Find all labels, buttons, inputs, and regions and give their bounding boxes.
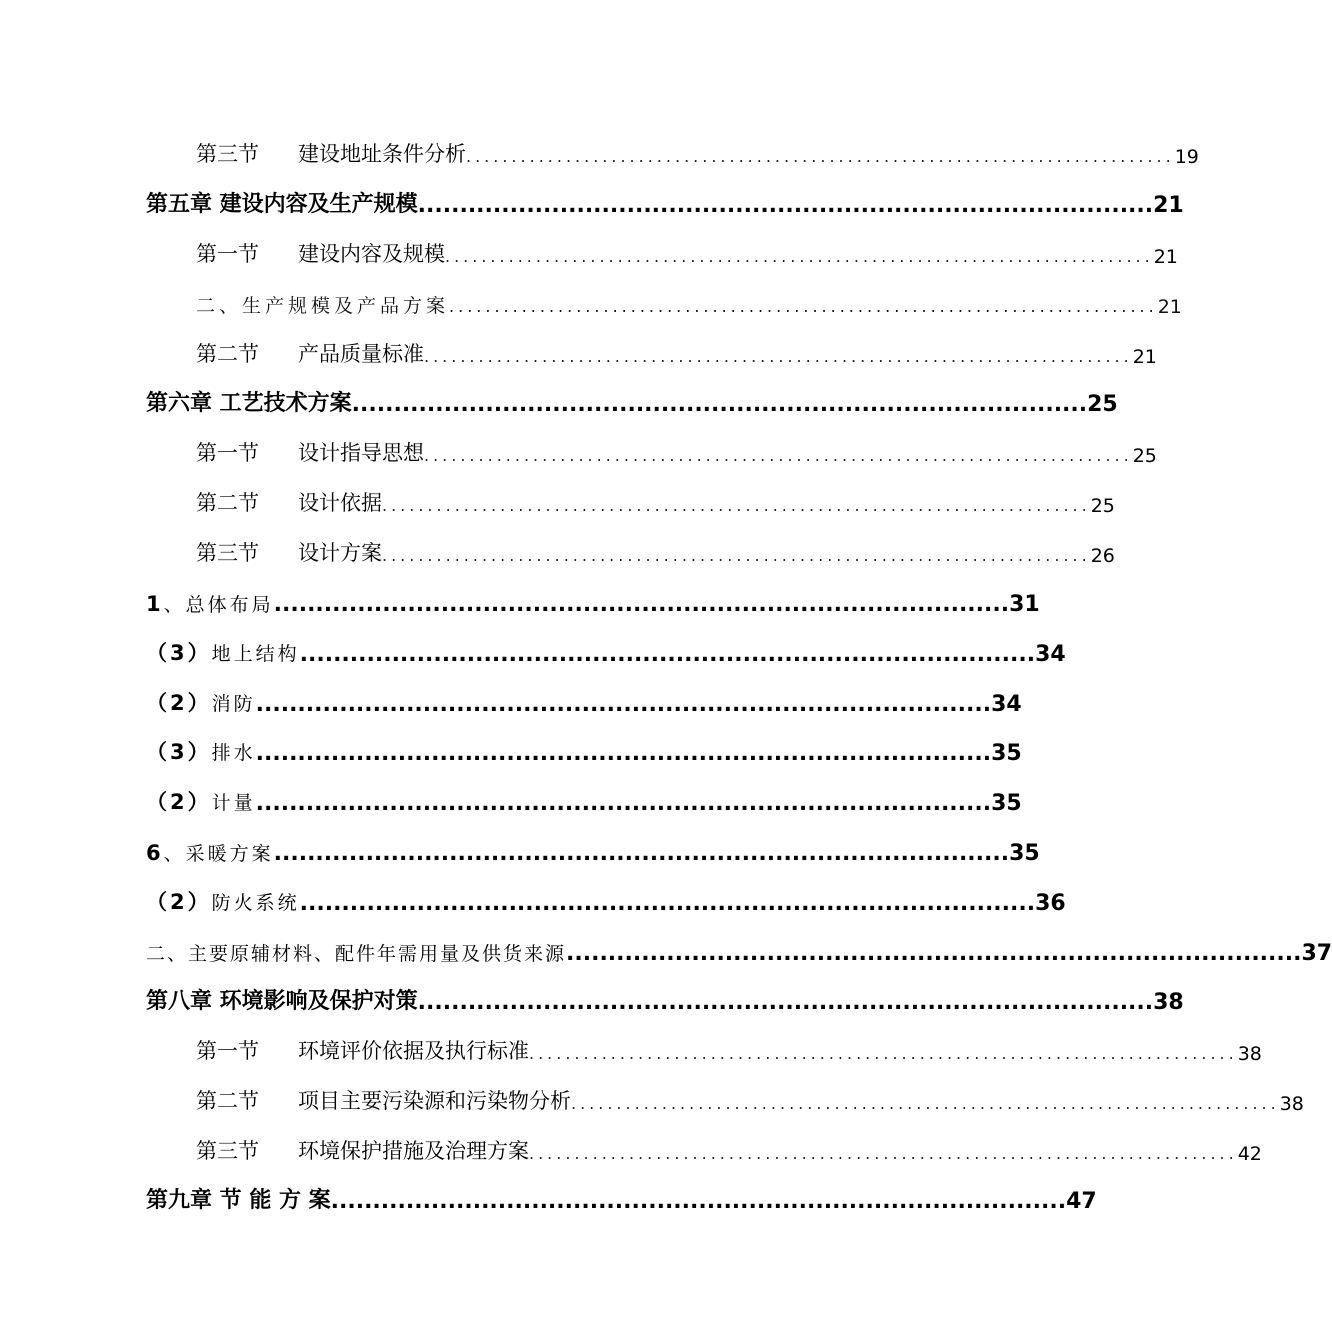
page-number: 25: [1087, 392, 1118, 417]
toc-entry-section[interactable]: [196, 527, 1115, 567]
item-number: （2）: [146, 890, 212, 914]
page-number: 21: [1157, 296, 1182, 318]
section-title: 环境评价依据及执行标准: [298, 1039, 529, 1063]
dot-leader: ........................................................................................: [273, 592, 1010, 617]
section-title: 环境保护措施及治理方案: [298, 1139, 529, 1163]
section-title: 建设地址条件分析: [298, 142, 466, 166]
toc-entry-section[interactable]: [196, 477, 1115, 517]
page-number: 37: [1301, 941, 1332, 966]
dot-leader: ..............................................................................: [466, 147, 1175, 166]
section-number: 第二节: [196, 1089, 259, 1113]
section-number: 第一节: [196, 1039, 259, 1063]
item-title: 防火系统: [211, 892, 300, 914]
item-title: 计量: [211, 792, 256, 814]
dot-leader: ........................................................................................: [299, 642, 1036, 667]
dot-leader: ........................................................................................: [330, 1189, 1067, 1214]
item-title: 、总体布局: [163, 594, 274, 616]
toc-entry-section[interactable]: [196, 1075, 1304, 1115]
dot-leader: ..............................................................................: [449, 297, 1158, 316]
toc-entry-section[interactable]: [196, 1025, 1262, 1065]
toc-entry-chapter[interactable]: [146, 975, 1184, 1015]
section-title: 设计方案: [298, 541, 382, 565]
dot-leader: ........................................................................................: [417, 193, 1154, 218]
section-title: 设计依据: [298, 491, 382, 515]
chapter-title: 第九章 节 能 方 案: [146, 1188, 331, 1213]
page-number: 35: [991, 791, 1022, 816]
toc-entry-section[interactable]: [196, 228, 1178, 268]
section-number: 第三节: [196, 142, 259, 166]
dot-leader: ........................................................................................: [255, 741, 992, 766]
dot-leader: ..............................................................................: [529, 1144, 1238, 1163]
page-number: 38: [1237, 1043, 1262, 1065]
toc-entry-section[interactable]: [196, 328, 1157, 368]
page-number: 35: [1009, 841, 1040, 866]
page-number: 26: [1090, 545, 1115, 567]
toc-entry-subsection[interactable]: [196, 278, 1182, 318]
item-title: 二、主要原辅材料、配件年需用量及供货来源: [146, 943, 567, 965]
item-number: （2）: [146, 691, 212, 715]
section-title: 项目主要污染源和污染物分析: [298, 1089, 571, 1113]
chapter-title: 第八章 环境影响及保护对策: [146, 989, 418, 1014]
dot-leader: ..............................................................................: [424, 446, 1133, 465]
toc-entry-chapter[interactable]: [146, 178, 1184, 218]
toc-entry-item[interactable]: [146, 776, 1022, 816]
item-number: （3）: [146, 740, 212, 764]
item-title: 、采暖方案: [163, 843, 274, 865]
page-number: 42: [1237, 1143, 1262, 1165]
page-number: 21: [1153, 246, 1178, 268]
toc-entry-item[interactable]: [146, 726, 1022, 766]
page-number: 25: [1090, 495, 1115, 517]
item-number: 6: [146, 841, 164, 865]
dot-leader: ..............................................................................: [424, 347, 1133, 366]
section-number: 第二节: [196, 342, 259, 366]
dot-leader: ........................................................................................: [255, 791, 992, 816]
section-number: 第一节: [196, 242, 259, 266]
dot-leader: ..............................................................................: [382, 496, 1091, 515]
item-title: 地上结构: [211, 643, 300, 665]
section-number: 第三节: [196, 541, 259, 565]
toc-entry-item[interactable]: [146, 926, 1332, 966]
item-number: （2）: [146, 790, 212, 814]
page-number: 21: [1153, 193, 1184, 218]
toc-entry-section[interactable]: [196, 128, 1199, 168]
dot-leader: ..............................................................................: [445, 247, 1154, 266]
page-number: 19: [1174, 146, 1199, 168]
section-title: 设计指导思想: [298, 441, 424, 465]
item-title: 消防: [211, 693, 256, 715]
dot-leader: ..............................................................................: [529, 1044, 1238, 1063]
dot-leader: ..............................................................................: [382, 546, 1091, 565]
dot-leader: ..............................................................................: [571, 1094, 1280, 1113]
item-number: （3）: [146, 641, 212, 665]
section-title: 建设内容及规模: [298, 242, 445, 266]
toc-entry-item[interactable]: [146, 677, 1022, 717]
chapter-title: 第六章 工艺技术方案: [146, 391, 352, 416]
page-number: 21: [1132, 346, 1157, 368]
section-number: 第三节: [196, 1139, 259, 1163]
dot-leader: ........................................................................................: [255, 692, 992, 717]
item-number: 1: [146, 592, 164, 616]
page-number: 35: [991, 741, 1022, 766]
page-number: 38: [1153, 990, 1184, 1015]
page-number: 25: [1132, 445, 1157, 467]
page-number: 34: [991, 692, 1022, 717]
toc-entry-item[interactable]: [146, 826, 1040, 866]
section-title: 产品质量标准: [298, 342, 424, 366]
subsection-title: 二、生产规模及产品方案: [196, 295, 450, 317]
page-number: 38: [1279, 1093, 1304, 1115]
toc-entry-section[interactable]: [196, 427, 1157, 467]
toc-entry-chapter[interactable]: [146, 377, 1118, 417]
item-title: 排水: [211, 742, 256, 764]
page-number: 31: [1009, 592, 1040, 617]
dot-leader: ........................................................................................: [299, 891, 1036, 916]
section-number: 第二节: [196, 491, 259, 515]
section-number: 第一节: [196, 441, 259, 465]
page-number: 36: [1035, 891, 1066, 916]
page-number: 47: [1066, 1189, 1097, 1214]
toc-entry-chapter[interactable]: [146, 1174, 1097, 1214]
page-number: 34: [1035, 642, 1066, 667]
toc-entry-item[interactable]: [146, 627, 1066, 667]
toc-entry-item[interactable]: [146, 876, 1066, 916]
chapter-title: 第五章 建设内容及生产规模: [146, 192, 418, 217]
dot-leader: ........................................................................................: [566, 941, 1302, 966]
dot-leader: ........................................................................................: [417, 990, 1154, 1015]
dot-leader: ........................................................................................: [273, 841, 1010, 866]
toc-entry-section[interactable]: [196, 1125, 1262, 1165]
toc-entry-item[interactable]: [146, 577, 1040, 617]
dot-leader: ........................................................................................: [351, 392, 1088, 417]
